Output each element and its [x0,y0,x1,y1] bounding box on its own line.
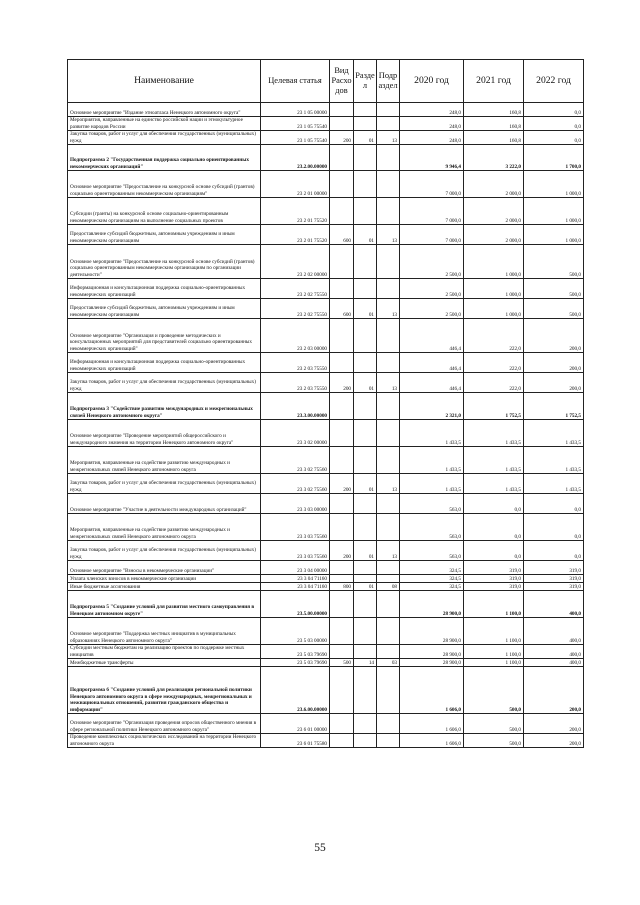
cell-2021: 0,0 [464,541,524,561]
cell-exp-type: 800 [330,583,354,591]
cell-exp-type [330,447,354,474]
cell-2020: 2 500,0 [400,245,464,279]
cell-exp-type [330,117,354,131]
cell-2020: 28 900,0 [400,659,464,667]
table-row [68,319,584,353]
cell-exp-type [330,575,354,583]
cell-name: Мероприятия, направленные на содействие развитию международных и межрегиональных связей Ненецкого автономного округа [68,447,261,474]
cell-2022: 400,0 [524,645,584,659]
cell-section [354,494,377,514]
cell-2022: 1 700,0 [524,145,584,171]
header-subsection: Подр аздел [377,60,400,103]
cell-section [354,279,377,299]
cell-section [354,561,377,575]
page-number: 55 [314,842,326,854]
cell-target-code: 23.6.00.00000 [261,667,330,714]
cell-section [354,245,377,279]
cell-target-code: 23 3 03 75560 [261,541,330,561]
cell-section [354,117,377,131]
cell-2022: 400,0 [524,659,584,667]
cell-2022: 0,0 [524,117,584,131]
cell-section [354,667,377,714]
cell-subsection [377,514,400,541]
cell-target-code: 23 3 04 71160 [261,575,330,583]
cell-2020: 7 000,0 [400,225,464,245]
table-body [68,103,584,748]
table-row [68,447,584,474]
table-row [68,541,584,561]
cell-subsection: 08 [377,583,400,591]
cell-2021: 319,0 [464,583,524,591]
cell-2020: 28 900,0 [400,645,464,659]
cell-name: Основное мероприятие "Предоставление на конкурсной основе субсидий (грантов) социально ориентированным некоммерческим организациям" [68,171,261,198]
cell-section: 01 [354,373,377,393]
cell-subsection [377,420,400,447]
cell-2021: 500,0 [464,667,524,714]
cell-2020: 248,0 [400,117,464,131]
cell-2021: 1 433,5 [464,420,524,447]
cell-2020: 1 606,0 [400,714,464,734]
cell-exp-type: 600 [330,299,354,319]
cell-subsection [377,319,400,353]
cell-2020: 1 433,5 [400,447,464,474]
table-row [68,373,584,393]
cell-2020: 1 433,5 [400,420,464,447]
cell-2022: 0,0 [524,103,584,117]
cell-subsection [377,103,400,117]
table-row [68,145,584,171]
cell-target-code: 23 2 02 75550 [261,279,330,299]
header-name: Наименование [68,60,261,103]
cell-name: Закупка товаров, работ и услуг для обеспечения государственных (муниципальных) нужд [68,474,261,494]
cell-target-code: 23 6 01 75580 [261,734,330,748]
cell-target-code: 23 2 03 75550 [261,353,330,373]
cell-2020: 1 606,0 [400,667,464,714]
cell-name: Основное мероприятие "Организация проведения опросов общественного мнения в сфере региональной политики Ненецкого автономного округа" [68,714,261,734]
cell-target-code: 23 2 02 00000 [261,245,330,279]
cell-2021: 0,0 [464,514,524,541]
cell-target-code: 23 6 01 00000 [261,714,330,734]
cell-2021: 2 000,0 [464,198,524,225]
cell-exp-type [330,667,354,714]
cell-section: 14 [354,659,377,667]
cell-subsection: 03 [377,659,400,667]
cell-2020: 9 946,4 [400,145,464,171]
cell-name: Основное мероприятие "Проведение мероприятий общероссийского и международного значения на территории Ненецкого автономного округа" [68,420,261,447]
header-2020: 2020 год [400,60,464,103]
header-2021: 2021 год [464,60,524,103]
cell-2021: 0,0 [464,494,524,514]
cell-subsection [377,279,400,299]
cell-subsection: 13 [377,225,400,245]
cell-name: Закупка товаров, работ и услуг для обеспечения государственных (муниципальных) нужд [68,541,261,561]
cell-subsection [377,714,400,734]
cell-2022: 200,0 [524,734,584,748]
cell-subsection [377,245,400,279]
cell-2022: 200,0 [524,319,584,353]
cell-subsection [377,618,400,645]
cell-target-code: 23.5.00.00000 [261,591,330,618]
cell-2020: 324,5 [400,561,464,575]
cell-2022: 500,0 [524,279,584,299]
cell-section [354,575,377,583]
cell-exp-type: 500 [330,659,354,667]
cell-exp-type [330,494,354,514]
cell-target-code: 23 2 01 75520 [261,225,330,245]
cell-2020: 324,5 [400,575,464,583]
cell-2022: 1 433,5 [524,474,584,494]
cell-section [354,353,377,373]
cell-2022: 1 752,5 [524,393,584,420]
table-row [68,714,584,734]
cell-subsection: 13 [377,541,400,561]
cell-2020: 563,0 [400,541,464,561]
cell-exp-type [330,171,354,198]
cell-section [354,618,377,645]
cell-name: Уплата членских взносов в некоммерческие организации [68,575,261,583]
cell-2021: 319,0 [464,561,524,575]
cell-2020: 324,5 [400,583,464,591]
cell-section: 01 [354,225,377,245]
cell-2020: 446,4 [400,353,464,373]
cell-section [354,171,377,198]
cell-section [354,198,377,225]
cell-target-code: 23 3 02 00000 [261,420,330,447]
table-row [68,618,584,645]
cell-subsection [377,117,400,131]
cell-name: Закупка товаров, работ и услуг для обеспечения государственных (муниципальных) нужд [68,131,261,145]
cell-2021: 1 000,0 [464,279,524,299]
cell-target-code: 23 1 05 75540 [261,117,330,131]
cell-2020: 563,0 [400,494,464,514]
cell-section: 01 [354,131,377,145]
cell-name: Межбюджетные трансферты [68,659,261,667]
cell-target-code: 23 5 03 00000 [261,618,330,645]
cell-exp-type [330,561,354,575]
cell-subsection [377,591,400,618]
table-row [68,171,584,198]
cell-2020: 2 500,0 [400,299,464,319]
cell-exp-type [330,734,354,748]
table-row [68,420,584,447]
cell-name: Основное мероприятие "Предоставление на конкурсной основе субсидий (грантов) социально ориентированным некоммерческим организациям по организации деятельности" [68,245,261,279]
cell-exp-type: 200 [330,474,354,494]
cell-target-code: 23 5 03 79690 [261,645,330,659]
cell-section: 01 [354,541,377,561]
cell-subsection: 13 [377,131,400,145]
cell-section [354,393,377,420]
cell-subsection [377,447,400,474]
cell-name: Проведение комплексных социологических исследований на территории Ненецкого автономного округа [68,734,261,748]
table-header [68,60,584,103]
cell-2022: 319,0 [524,575,584,583]
cell-2021: 3 222,0 [464,145,524,171]
cell-section [354,514,377,541]
cell-name: Подпрограмма 3 "Содействие развитию международных и межрегиональных связей Ненецкого автономного округа" [68,393,261,420]
cell-target-code: 23 2 01 00000 [261,171,330,198]
cell-exp-type [330,353,354,373]
table-row [68,279,584,299]
cell-exp-type [330,714,354,734]
cell-name: Подпрограмма 5 "Создание условий для развития местного самоуправления в Ненецком автономном округе" [68,591,261,618]
cell-2021: 1 000,0 [464,299,524,319]
cell-subsection: 13 [377,373,400,393]
cell-section: 01 [354,583,377,591]
cell-2022: 1 000,0 [524,171,584,198]
cell-name: Основное мероприятие "Организация и проведение методических и консультационных мероприятий для представителей социально ориентированных некоммерческих организаций" [68,319,261,353]
cell-subsection [377,353,400,373]
table-row [68,131,584,145]
cell-section [354,714,377,734]
cell-name: Субсидии (гранты) на конкурсной основе социально-ориентированным некоммерческим организациям на выполнение социальных проектов [68,198,261,225]
cell-2020: 446,4 [400,319,464,353]
cell-2022: 1 433,5 [524,420,584,447]
cell-2022: 1 000,0 [524,198,584,225]
cell-target-code: 23 3 04 71160 [261,583,330,591]
cell-2021: 1 100,0 [464,591,524,618]
cell-2020: 2 500,0 [400,279,464,299]
table-row [68,659,584,667]
cell-2020: 7 000,0 [400,171,464,198]
cell-2021: 1 100,0 [464,645,524,659]
cell-2022: 0,0 [524,541,584,561]
cell-2021: 1 752,5 [464,393,524,420]
table-row [68,645,584,659]
cell-exp-type: 200 [330,541,354,561]
cell-2021: 2 000,0 [464,171,524,198]
cell-2020: 28 900,0 [400,618,464,645]
cell-2022: 319,0 [524,561,584,575]
cell-2022: 1 433,5 [524,447,584,474]
cell-exp-type [330,245,354,279]
cell-section [354,103,377,117]
cell-subsection [377,393,400,420]
cell-target-code: 23 2 02 75550 [261,299,330,319]
cell-section: 01 [354,474,377,494]
cell-target-code: 23.3.00.00000 [261,393,330,420]
cell-subsection [377,198,400,225]
table-row [68,583,584,591]
cell-2021: 1 100,0 [464,618,524,645]
table-row [68,299,584,319]
cell-2022: 0,0 [524,131,584,145]
cell-subsection [377,171,400,198]
cell-target-code: 23 2 03 00000 [261,319,330,353]
table-row [68,591,584,618]
cell-2022: 200,0 [524,373,584,393]
table-row [68,734,584,748]
cell-section [354,420,377,447]
cell-subsection [377,667,400,714]
cell-target-code: 23 3 02 75560 [261,447,330,474]
cell-2022: 400,0 [524,591,584,618]
cell-section [354,447,377,474]
cell-name: Информационная и консультационная поддержка социально-ориентированных некоммерческих организаций [68,353,261,373]
cell-section: 01 [354,299,377,319]
cell-section [354,645,377,659]
header-2022: 2022 год [524,60,584,103]
budget-table [67,59,584,748]
cell-subsection [377,145,400,171]
cell-exp-type [330,279,354,299]
cell-subsection [377,575,400,583]
cell-exp-type: 200 [330,373,354,393]
cell-name: Основное мероприятие "Поддержка местных инициатив в муниципальных образованиях Ненецкого автономного округа" [68,618,261,645]
cell-2022: 0,0 [524,514,584,541]
cell-2020: 563,0 [400,514,464,541]
table-row [68,667,584,714]
header-section: Разде л [354,60,377,103]
cell-subsection [377,494,400,514]
cell-exp-type [330,420,354,447]
cell-2020: 248,0 [400,131,464,145]
table-row [68,474,584,494]
cell-2022: 1 000,0 [524,225,584,245]
cell-2022: 500,0 [524,245,584,279]
cell-exp-type [330,591,354,618]
cell-2021: 160,8 [464,103,524,117]
table-row [68,575,584,583]
cell-2021: 1 433,5 [464,474,524,494]
cell-target-code: 23 3 04 00000 [261,561,330,575]
cell-target-code: 23 3 03 00000 [261,494,330,514]
cell-name: Мероприятия, направленные на содействие развитию международных и межрегиональных связей Ненецкого автономного округа [68,514,261,541]
cell-2021: 319,0 [464,575,524,583]
cell-name: Подпрограмма 2 "Государственная поддержка социально ориентированных некоммерческих организаций" [68,145,261,171]
cell-name: Предоставление субсидий бюджетным, автономным учреждениям и иным некоммерческим организациям [68,225,261,245]
cell-2021: 500,0 [464,734,524,748]
cell-subsection [377,561,400,575]
cell-2021: 500,0 [464,714,524,734]
cell-name: Основное мероприятие "Взносы в некоммерческие организации" [68,561,261,575]
table-row [68,117,584,131]
cell-2020: 7 000,0 [400,198,464,225]
header-exp-type: Вид Расхо дов [330,60,354,103]
cell-name: Субсидии местным бюджетам на реализацию проектов по поддержке местных инициатив [68,645,261,659]
header-target: Целевая статья [261,60,330,103]
cell-2020: 28 900,0 [400,591,464,618]
cell-exp-type [330,319,354,353]
cell-exp-type: 200 [330,131,354,145]
cell-2021: 222,0 [464,319,524,353]
cell-2022: 500,0 [524,299,584,319]
table-row [68,561,584,575]
table-row [68,494,584,514]
cell-subsection [377,645,400,659]
cell-target-code: 23 2 03 75550 [261,373,330,393]
cell-2021: 1 433,5 [464,447,524,474]
cell-2022: 200,0 [524,353,584,373]
cell-2020: 1 433,5 [400,474,464,494]
cell-target-code: 23 3 03 75560 [261,514,330,541]
cell-2021: 160,8 [464,117,524,131]
cell-target-code: 23.2.00.00000 [261,145,330,171]
cell-target-code: 23 1 05 75540 [261,131,330,145]
cell-target-code: 23 2 01 75520 [261,198,330,225]
table-row [68,198,584,225]
cell-2021: 2 000,0 [464,225,524,245]
cell-subsection: 13 [377,299,400,319]
cell-2021: 222,0 [464,373,524,393]
table-row [68,393,584,420]
cell-name: Подпрограмма 6 "Создание условий для реализации региональной политики Ненецкого автономного округа в сфере международных, межрегиональных и межнациональных отношений, развития гражданского общества и информации" [68,667,261,714]
cell-2021: 160,8 [464,131,524,145]
cell-section [354,145,377,171]
cell-section [354,734,377,748]
cell-name: Основное мероприятие "Издание этноатласа Ненецкого автономного округа" [68,103,261,117]
cell-exp-type [330,514,354,541]
cell-exp-type: 600 [330,225,354,245]
cell-name: Предоставление субсидий бюджетным, автономным учреждениям и иным некоммерческим организациям [68,299,261,319]
cell-exp-type [330,145,354,171]
table-row [68,514,584,541]
cell-subsection: 13 [377,474,400,494]
cell-2021: 1 100,0 [464,659,524,667]
cell-exp-type [330,618,354,645]
cell-target-code: 23 1 05 00000 [261,103,330,117]
table-row [68,245,584,279]
table-row [68,225,584,245]
cell-name: Иные бюджетные ассигнования [68,583,261,591]
cell-section [354,591,377,618]
cell-2022: 0,0 [524,494,584,514]
cell-subsection [377,734,400,748]
cell-target-code: 23 3 02 75560 [261,474,330,494]
cell-name: Информационная и консультационная поддержка социально-ориентированных некоммерческих организаций [68,279,261,299]
cell-2022: 200,0 [524,714,584,734]
cell-2021: 222,0 [464,353,524,373]
table-row [68,103,584,117]
cell-2022: 400,0 [524,618,584,645]
cell-exp-type [330,393,354,420]
cell-2020: 248,0 [400,103,464,117]
cell-2020: 1 606,0 [400,734,464,748]
cell-2020: 2 321,0 [400,393,464,420]
table-row [68,353,584,373]
cell-name: Мероприятия, направленные на единство российской нации и этнокультурное развитие народов России [68,117,261,131]
cell-exp-type [330,103,354,117]
cell-name: Закупка товаров, работ и услуг для обеспечения государственных (муниципальных) нужд [68,373,261,393]
cell-name: Основное мероприятие "Участие в деятельности международных организаций" [68,494,261,514]
cell-target-code: 23 5 03 79690 [261,659,330,667]
cell-exp-type [330,198,354,225]
cell-section [354,319,377,353]
cell-2021: 1 000,0 [464,245,524,279]
cell-exp-type [330,645,354,659]
cell-2020: 446,4 [400,373,464,393]
cell-2022: 319,0 [524,583,584,591]
cell-2022: 200,0 [524,667,584,714]
